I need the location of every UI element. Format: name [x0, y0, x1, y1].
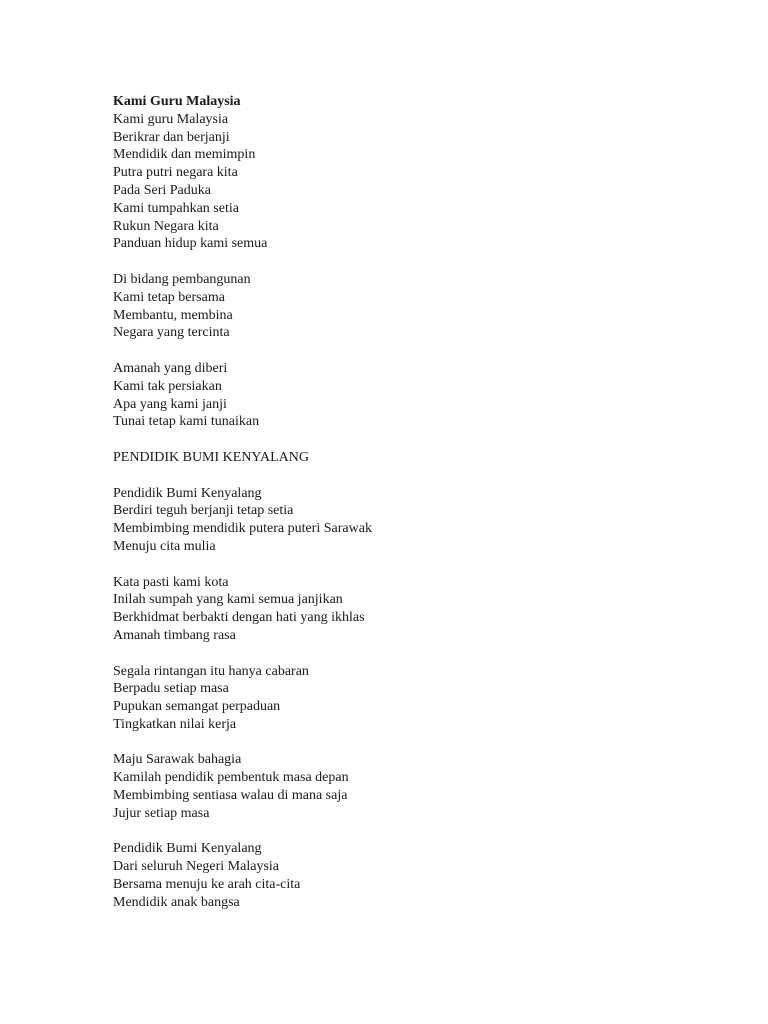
lyric-line: Tunai tetap kami tunaikan — [113, 414, 260, 430]
song-title-kami-guru-malaysia: Kami Guru Malaysia — [113, 94, 241, 109]
lyric-line: Kamilah pendidik pembentuk masa depan — [113, 770, 349, 786]
song-title-pendidik-bumi-kenyalang: PENDIDIK BUMI KENYALANG — [113, 449, 309, 465]
stanza — [113, 360, 713, 431]
lyric-line: Pupukan semangat perpaduan — [113, 699, 281, 715]
lyric-line: Segala rintangan itu hanya cabaran — [113, 663, 309, 679]
lyric-line: Inilah sumpah yang kami semua janjikan — [113, 592, 343, 608]
lyric-line: Kami tetap bersama — [113, 289, 225, 305]
lyric-line: Amanah timbang rasa — [113, 627, 236, 643]
lyric-line: Kata pasti kami kota — [113, 574, 229, 590]
lyric-line: Apa yang kami janji — [113, 396, 227, 412]
lyric-line: Membimbing mendidik putera puteri Sarawak — [113, 521, 372, 537]
lyric-line: Pendidik Bumi Kenyalang — [113, 485, 262, 501]
lyric-line: Amanah yang diberi — [113, 360, 228, 376]
lyric-line: Negara yang tercinta — [113, 325, 230, 341]
lyric-line: Kami tak persiakan — [113, 378, 222, 394]
lyric-line: Bersama menuju ke arah cita-cita — [113, 877, 301, 893]
lyric-line: Menuju cita mulia — [113, 538, 216, 554]
lyric-line: Panduan hidup kami semua — [113, 236, 268, 252]
stanza — [113, 574, 713, 645]
lyric-line: Membimbing sentiasa walau di mana saja — [113, 788, 348, 804]
lyric-line: Berpadu setiap masa — [113, 681, 229, 697]
lyric-line: Putra putri negara kita — [113, 165, 238, 181]
lyric-line: Pada Seri Paduka — [113, 182, 211, 198]
lyric-line: Berkhidmat berbakti dengan hati yang ikhlas — [113, 610, 365, 626]
lyric-line: Kami tumpahkan setia — [113, 200, 239, 216]
stanza — [113, 271, 713, 342]
stanza — [113, 751, 713, 822]
lyric-line: Jujur setiap masa — [113, 805, 210, 821]
lyric-line: Berdiri teguh berjanji tetap setia — [113, 503, 294, 519]
lyric-line: Pendidik Bumi Kenyalang — [113, 841, 262, 857]
lyric-line: Dari seluruh Negeri Malaysia — [113, 859, 279, 875]
document-page — [113, 93, 713, 912]
stanza — [113, 840, 713, 911]
lyric-line: Berikrar dan berjanji — [113, 129, 230, 145]
lyric-line: Rukun Negara kita — [113, 218, 219, 234]
lyric-line: Maju Sarawak bahagia — [113, 752, 242, 768]
lyric-line: Kami guru Malaysia — [113, 111, 229, 127]
lyric-line: Tingkatkan nilai kerja — [113, 716, 237, 732]
lyric-line: Mendidik dan memimpin — [113, 147, 256, 163]
stanza — [113, 485, 713, 556]
lyric-line: Mendidik anak bangsa — [113, 894, 240, 910]
stanza — [113, 111, 713, 253]
lyric-line: Membantu, membina — [113, 307, 233, 323]
stanza — [113, 663, 713, 734]
lyric-line: Di bidang pembangunan — [113, 271, 251, 287]
